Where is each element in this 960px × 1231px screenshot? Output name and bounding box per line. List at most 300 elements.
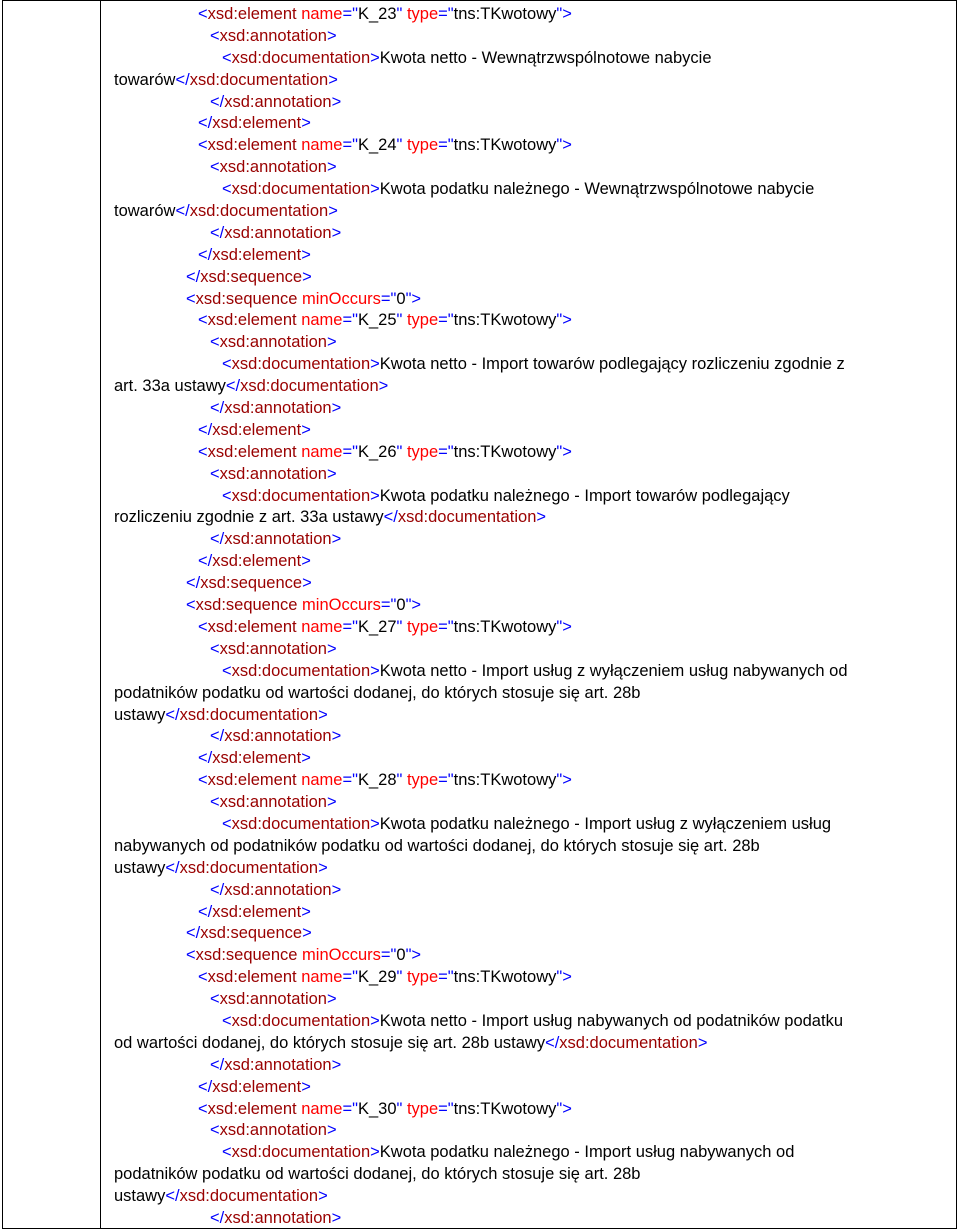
code-token: > xyxy=(331,1208,342,1227)
code-token: xsd:annotation xyxy=(219,1121,327,1140)
code-token: xsd:documentation xyxy=(231,180,371,199)
code-token: < xyxy=(222,355,232,374)
code-token: "> xyxy=(405,596,422,615)
code-line xyxy=(114,48,952,70)
code-token: type xyxy=(406,1099,439,1118)
code-token: > xyxy=(378,377,389,396)
code-line xyxy=(114,245,952,267)
code-token: xsd:documentation xyxy=(231,1011,371,1030)
code-token: </ xyxy=(175,70,190,89)
code-token: > xyxy=(301,749,311,768)
code-line xyxy=(114,1208,952,1230)
code-token: < xyxy=(210,333,220,352)
code-token: K_23 xyxy=(357,5,397,23)
code-token: name xyxy=(301,771,343,790)
code-token: " xyxy=(396,1099,407,1118)
code-line xyxy=(114,398,952,420)
code-token: type xyxy=(406,442,439,461)
code-token: xsd:sequence xyxy=(195,289,303,308)
code-line xyxy=(114,1142,952,1164)
code-token: > xyxy=(326,333,337,352)
code-token: type xyxy=(406,5,439,23)
code-line xyxy=(114,529,952,551)
code-line xyxy=(114,157,952,179)
code-token: xsd:element xyxy=(212,902,302,921)
code-token: > xyxy=(301,902,311,921)
code-token: "> xyxy=(556,136,572,155)
code-token: ustawy xyxy=(114,1187,166,1206)
code-token: type xyxy=(406,617,439,636)
code-token: =" xyxy=(342,5,358,23)
code-token: =" xyxy=(342,442,358,461)
code-token: xsd:element xyxy=(212,749,302,768)
code-token: < xyxy=(222,661,232,680)
code-line xyxy=(114,1099,952,1121)
code-line xyxy=(114,420,952,442)
code-token: type xyxy=(406,136,439,155)
code-token: K_29 xyxy=(357,968,397,987)
code-token: Kwota netto - Import towarów podlegający rozliczeniu zgodnie z xyxy=(379,355,845,374)
code-token: </ xyxy=(186,924,201,943)
code-token: < xyxy=(198,136,208,155)
code-token: =" xyxy=(342,771,358,790)
code-token: xsd:documentation xyxy=(179,705,319,724)
code-token: </ xyxy=(210,727,225,746)
code-token: > xyxy=(370,180,380,199)
code-token: </ xyxy=(186,574,201,593)
code-token: > xyxy=(536,508,547,527)
code-token: =" xyxy=(438,771,454,790)
code-token: < xyxy=(198,442,208,461)
code-token: </ xyxy=(175,202,190,221)
code-token: < xyxy=(198,1099,208,1118)
code-line xyxy=(114,1164,952,1186)
code-token: < xyxy=(210,1121,220,1140)
code-token: < xyxy=(198,771,208,790)
code-token: </ xyxy=(198,552,213,571)
code-line xyxy=(114,1186,952,1208)
code-token: < xyxy=(198,5,208,23)
code-token: =" xyxy=(438,1099,454,1118)
code-token: Kwota netto - Wewnątrzwspólnotowe nabycie xyxy=(379,48,712,67)
code-token: " xyxy=(396,442,407,461)
code-token: > xyxy=(370,1143,380,1162)
code-token: podatników podatku od wartości dodanej, do których stosuje się art. 28b xyxy=(114,683,641,702)
code-token: tns:TKwotowy xyxy=(453,442,557,461)
code-token: xsd:documentation xyxy=(179,1187,319,1206)
code-token: > xyxy=(326,793,337,812)
code-line xyxy=(114,26,952,48)
code-token: tns:TKwotowy xyxy=(453,968,557,987)
code-token: > xyxy=(331,399,342,418)
code-token: xsd:annotation xyxy=(224,1208,332,1227)
code-line xyxy=(114,814,952,836)
code-token: "> xyxy=(556,442,572,461)
code-token: xsd:element xyxy=(207,442,302,461)
code-token: < xyxy=(210,793,220,812)
code-line xyxy=(114,858,952,880)
code-token: xsd:element xyxy=(212,552,302,571)
code-line xyxy=(114,880,952,902)
code-line xyxy=(114,507,952,529)
code-line xyxy=(114,179,952,201)
code-line xyxy=(114,223,952,245)
code-token: </ xyxy=(198,749,213,768)
code-line xyxy=(114,661,952,683)
code-token: </ xyxy=(210,92,225,111)
code-token: " xyxy=(396,136,407,155)
code-token: ustawy xyxy=(114,858,166,877)
code-line xyxy=(114,573,952,595)
code-token: =" xyxy=(438,136,454,155)
code-token: ustawy xyxy=(114,705,166,724)
code-token: > xyxy=(697,1033,708,1052)
code-token: > xyxy=(326,639,337,658)
code-token: > xyxy=(331,880,342,899)
code-line xyxy=(114,770,952,792)
code-line xyxy=(114,1033,952,1055)
code-token: tns:TKwotowy xyxy=(453,311,557,330)
code-token: xsd:documentation xyxy=(189,70,329,89)
code-token: < xyxy=(210,26,220,45)
code-line xyxy=(114,639,952,661)
code-token: Kwota netto - Import usług z wyłączeniem usług nabywanych od xyxy=(379,661,848,680)
code-token: > xyxy=(370,814,380,833)
code-token: xsd:sequence xyxy=(200,924,303,943)
code-token: K_24 xyxy=(357,136,397,155)
code-token: tns:TKwotowy xyxy=(453,1099,557,1118)
code-token: </ xyxy=(198,114,213,133)
code-token: " xyxy=(396,968,407,987)
code-token: xsd:element xyxy=(207,1099,302,1118)
code-token: tns:TKwotowy xyxy=(453,5,557,23)
code-line xyxy=(114,726,952,748)
code-token: xsd:annotation xyxy=(224,530,332,549)
code-token: Kwota podatku należnego - Import usług nabywanych od xyxy=(379,1143,795,1162)
code-token: type xyxy=(406,311,439,330)
code-line xyxy=(114,70,952,92)
code-line xyxy=(114,92,952,114)
code-token: < xyxy=(186,596,196,615)
code-token: K_28 xyxy=(357,771,397,790)
code-token: Kwota netto - Import usług nabywanych od podatników podatku xyxy=(379,1011,843,1030)
code-token: > xyxy=(370,1011,380,1030)
code-token: K_30 xyxy=(357,1099,397,1118)
code-token: > xyxy=(326,464,337,483)
code-token: tns:TKwotowy xyxy=(453,771,557,790)
code-token: </ xyxy=(198,245,213,264)
code-token: </ xyxy=(210,530,225,549)
code-token: "> xyxy=(405,289,422,308)
code-token: > xyxy=(328,202,338,221)
code-token: > xyxy=(301,420,311,439)
code-token: xsd:annotation xyxy=(219,639,327,658)
code-token: < xyxy=(222,180,232,199)
code-line xyxy=(114,442,952,464)
code-token: xsd:documentation xyxy=(231,355,371,374)
code-token: > xyxy=(301,114,311,133)
code-token: xsd:element xyxy=(207,771,302,790)
code-token: xsd:element xyxy=(212,1077,302,1096)
code-token: xsd:sequence xyxy=(195,946,303,965)
code-token: > xyxy=(370,48,380,67)
code-token: K_25 xyxy=(357,311,397,330)
code-token: K_27 xyxy=(357,617,397,636)
code-token: =" xyxy=(342,136,358,155)
code-token: < xyxy=(210,990,220,1009)
code-token: xsd:documentation xyxy=(231,486,371,505)
code-token: name xyxy=(301,442,343,461)
code-token: "> xyxy=(556,617,572,636)
code-token: xsd:element xyxy=(207,136,302,155)
code-token: </ xyxy=(545,1033,560,1052)
code-token: =" xyxy=(342,968,358,987)
code-token: </ xyxy=(210,1208,225,1227)
code-token: < xyxy=(222,1011,232,1030)
code-token: < xyxy=(222,814,232,833)
code-line xyxy=(114,354,952,376)
code-token: > xyxy=(331,92,342,111)
code-token: xsd:documentation xyxy=(179,858,319,877)
code-line xyxy=(114,376,952,398)
code-token: </ xyxy=(210,399,225,418)
code-line xyxy=(114,967,952,989)
code-token: xsd:element xyxy=(207,5,302,23)
code-token: od wartości dodanej, do których stosuje się art. 28b ustawy xyxy=(114,1033,546,1052)
code-token: name xyxy=(301,5,343,23)
code-token: =" xyxy=(438,311,454,330)
code-token: < xyxy=(210,639,220,658)
code-line xyxy=(114,1077,952,1099)
code-token: > xyxy=(326,158,337,177)
code-token: xsd:documentation xyxy=(231,48,371,67)
code-line xyxy=(114,617,952,639)
code-token: =" xyxy=(438,968,454,987)
code-line xyxy=(114,792,952,814)
code-token: < xyxy=(222,1143,232,1162)
code-token: < xyxy=(210,158,220,177)
code-token: minOccurs xyxy=(302,946,381,965)
code-token: > xyxy=(318,858,328,877)
code-token: </ xyxy=(165,1187,180,1206)
code-token: name xyxy=(301,968,343,987)
code-token: </ xyxy=(186,267,201,286)
code-token: </ xyxy=(198,420,213,439)
code-token: > xyxy=(326,990,337,1009)
code-token: > xyxy=(328,70,338,89)
code-token: tns:TKwotowy xyxy=(453,136,557,155)
code-token: > xyxy=(331,727,342,746)
code-token: </ xyxy=(165,705,180,724)
code-token: > xyxy=(326,26,337,45)
code-token: xsd:annotation xyxy=(224,399,332,418)
code-token: tns:TKwotowy xyxy=(453,617,557,636)
code-line xyxy=(114,201,952,223)
code-token: name xyxy=(301,136,343,155)
code-line xyxy=(114,310,952,332)
code-line xyxy=(114,989,952,1011)
code-token: </ xyxy=(198,1077,213,1096)
code-token: xsd:element xyxy=(207,617,302,636)
code-line xyxy=(114,289,952,311)
code-token: xsd:annotation xyxy=(219,464,327,483)
code-token: xsd:annotation xyxy=(219,333,327,352)
code-token: K_26 xyxy=(357,442,397,461)
code-token: xsd:sequence xyxy=(200,574,303,593)
code-token: xsd:sequence xyxy=(200,267,303,286)
code-line xyxy=(114,836,952,858)
code-token: 0 xyxy=(396,596,406,615)
code-line xyxy=(114,1011,952,1033)
code-token: > xyxy=(331,223,342,242)
code-token: " xyxy=(396,311,407,330)
code-token: > xyxy=(318,1187,328,1206)
code-token: "> xyxy=(556,771,572,790)
code-token: "> xyxy=(556,5,572,23)
code-token: xsd:element xyxy=(207,968,302,987)
code-token: towarów xyxy=(114,202,176,221)
code-token: Kwota podatku należnego - Import towarów podlegający xyxy=(379,486,790,505)
code-token: nabywanych od podatników podatku od wartości dodanej, do których stosuje się art. 28b xyxy=(114,836,760,855)
code-token: xsd:annotation xyxy=(219,158,327,177)
code-token: podatników podatku od wartości dodanej, do których stosuje się art. 28b xyxy=(114,1165,641,1184)
code-token: art. 33a ustawy xyxy=(114,377,226,396)
code-token: =" xyxy=(438,5,454,23)
code-token: xsd:element xyxy=(212,114,302,133)
code-line xyxy=(114,332,952,354)
code-token: =" xyxy=(342,1099,358,1118)
code-token: > xyxy=(302,924,312,943)
code-token: xsd:annotation xyxy=(224,1055,332,1074)
code-line xyxy=(114,486,952,508)
code-token: xsd:annotation xyxy=(219,26,327,45)
code-token: < xyxy=(198,311,208,330)
code-line xyxy=(114,267,952,289)
code-token: > xyxy=(302,267,312,286)
code-line xyxy=(114,595,952,617)
code-token: > xyxy=(370,486,380,505)
code-token: </ xyxy=(198,902,213,921)
code-token: </ xyxy=(225,377,241,396)
code-line xyxy=(114,923,952,945)
code-token: > xyxy=(318,705,328,724)
code-token: " xyxy=(396,617,407,636)
xsd-code-listing xyxy=(114,4,952,1230)
code-token: < xyxy=(222,48,232,67)
code-token: name xyxy=(301,311,343,330)
code-line xyxy=(114,748,952,770)
code-token: </ xyxy=(210,1055,225,1074)
code-line xyxy=(114,945,952,967)
code-token: xsd:documentation xyxy=(231,814,371,833)
code-token: xsd:annotation xyxy=(224,880,332,899)
code-line xyxy=(114,135,952,157)
code-token: > xyxy=(370,661,380,680)
code-token: xsd:documentation xyxy=(240,377,379,396)
code-token: xsd:element xyxy=(212,420,302,439)
code-token: =" xyxy=(380,596,397,615)
code-token: > xyxy=(301,245,311,264)
code-line xyxy=(114,4,952,26)
code-token: minOccurs xyxy=(302,289,381,308)
code-token: < xyxy=(222,486,232,505)
code-token: =" xyxy=(342,311,358,330)
code-line xyxy=(114,113,952,135)
code-token: towarów xyxy=(114,70,176,89)
code-token: "> xyxy=(556,1099,572,1118)
code-token: > xyxy=(301,552,311,571)
code-token: Kwota podatku należnego - Wewnątrzwspólnotowe nabycie xyxy=(379,180,815,199)
code-line xyxy=(114,683,952,705)
code-token: xsd:documentation xyxy=(559,1033,698,1052)
code-token: < xyxy=(198,968,208,987)
code-token: > xyxy=(331,1055,342,1074)
code-token: xsd:annotation xyxy=(224,92,332,111)
code-token: > xyxy=(302,574,312,593)
code-token: xsd:sequence xyxy=(195,596,303,615)
code-line xyxy=(114,464,952,486)
code-token: xsd:documentation xyxy=(189,202,329,221)
code-token: xsd:documentation xyxy=(231,1143,371,1162)
code-token: =" xyxy=(438,442,454,461)
code-line xyxy=(114,705,952,727)
code-token: =" xyxy=(380,946,397,965)
code-token: < xyxy=(198,617,208,636)
code-token: "> xyxy=(556,311,572,330)
code-token: > xyxy=(370,355,380,374)
code-token: xsd:annotation xyxy=(224,223,332,242)
code-line xyxy=(114,1055,952,1077)
document-table xyxy=(2,0,957,1229)
code-token: </ xyxy=(383,508,398,527)
code-token: 0 xyxy=(396,289,406,308)
code-token: < xyxy=(210,464,220,483)
code-token: > xyxy=(331,530,342,549)
code-token: Kwota podatku należnego - Import usług z wyłączeniem usług xyxy=(379,814,832,833)
code-token: "> xyxy=(556,968,572,987)
code-line xyxy=(114,902,952,924)
code-token: "> xyxy=(405,946,422,965)
code-line xyxy=(114,1120,952,1142)
code-token: 0 xyxy=(396,946,406,965)
code-token: " xyxy=(396,771,407,790)
code-token: < xyxy=(186,946,196,965)
code-token: > xyxy=(301,1077,311,1096)
code-token: xsd:documentation xyxy=(397,508,537,527)
code-token: xsd:annotation xyxy=(219,990,327,1009)
code-token: =" xyxy=(380,289,397,308)
code-token: </ xyxy=(165,858,180,877)
code-token: type xyxy=(406,968,439,987)
code-token: type xyxy=(406,771,439,790)
code-token: xsd:element xyxy=(212,245,302,264)
code-token: xsd:annotation xyxy=(219,793,327,812)
code-token: </ xyxy=(210,880,225,899)
code-token: minOccurs xyxy=(302,596,381,615)
code-token: > xyxy=(326,1121,337,1140)
code-token: rozliczeniu zgodnie z art. 33a ustawy xyxy=(114,508,384,527)
code-token: =" xyxy=(438,617,454,636)
code-token: xsd:documentation xyxy=(231,661,371,680)
code-token: name xyxy=(301,617,343,636)
code-token: " xyxy=(396,5,407,23)
code-token: </ xyxy=(210,223,225,242)
code-line xyxy=(114,551,952,573)
code-token: name xyxy=(301,1099,343,1118)
code-token: =" xyxy=(342,617,358,636)
empty-left-column xyxy=(3,1,101,1228)
code-token: < xyxy=(186,289,196,308)
